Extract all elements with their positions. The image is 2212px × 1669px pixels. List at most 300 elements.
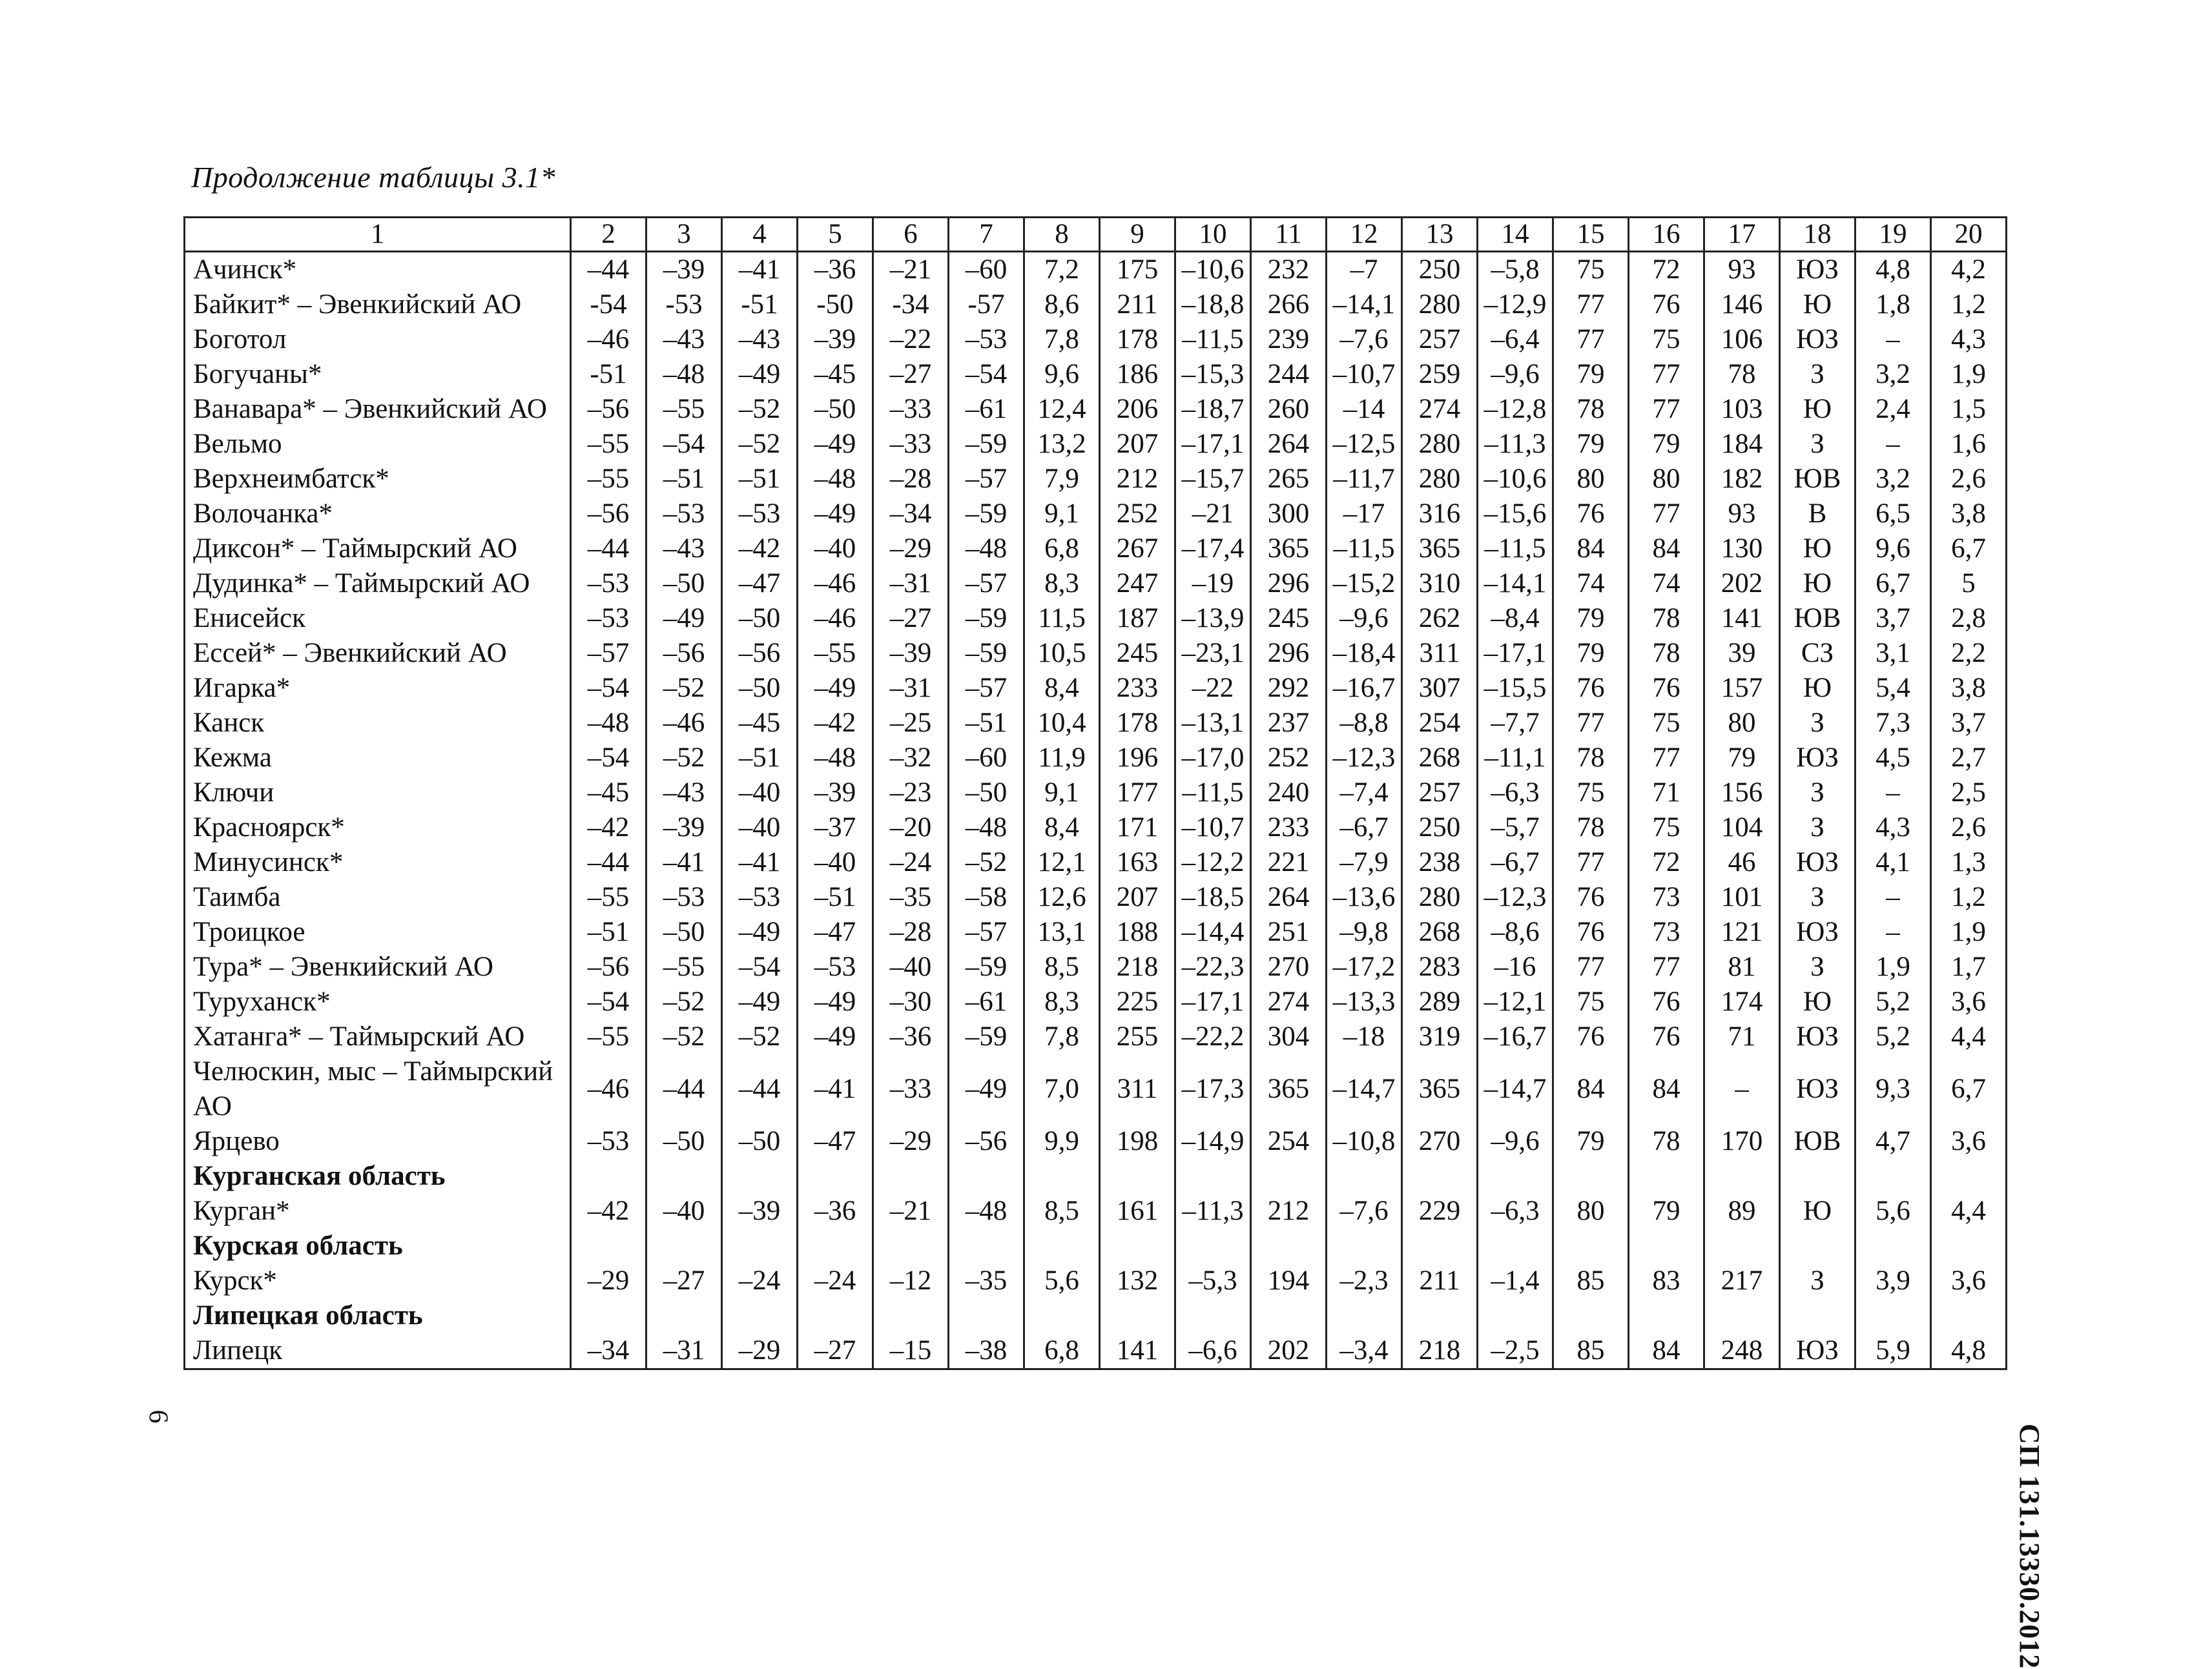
station-name: Красноярск*: [185, 810, 571, 845]
value-cell: –29: [873, 1124, 949, 1159]
value-cell: –12,1: [1478, 985, 1553, 1019]
region-name: Курганская область: [185, 1159, 571, 1194]
empty-cell: [949, 1159, 1024, 1194]
value-cell: –15,2: [1327, 566, 1402, 601]
empty-cell: [1931, 1298, 2007, 1333]
value-cell: –12,2: [1175, 845, 1251, 880]
empty-cell: [1175, 1159, 1251, 1194]
station-name: Дудинка* – Таймырский АО: [185, 566, 571, 601]
value-cell: Ю: [1780, 566, 1855, 601]
value-cell: 76: [1553, 1019, 1629, 1054]
column-number-header: 9: [1100, 218, 1175, 252]
table-row: [185, 810, 2007, 845]
value-cell: –56: [722, 636, 798, 671]
value-cell: –: [1855, 880, 1931, 915]
value-cell: –59: [949, 636, 1024, 671]
value-cell: 270: [1251, 950, 1327, 985]
value-cell: 85: [1553, 1264, 1629, 1298]
value-cell: Ю: [1780, 985, 1855, 1019]
value-cell: 4,1: [1855, 845, 1931, 880]
value-cell: –2,3: [1327, 1264, 1402, 1298]
value-cell: 4,8: [1855, 252, 1931, 288]
value-cell: –10,7: [1327, 357, 1402, 392]
value-cell: 79: [1553, 427, 1629, 462]
value-cell: –6,7: [1478, 845, 1553, 880]
value-cell: –14,4: [1175, 915, 1251, 950]
empty-cell: [1780, 1159, 1855, 1194]
value-cell: 225: [1100, 985, 1175, 1019]
column-number-header: 1: [185, 218, 571, 252]
value-cell: 7,3: [1855, 706, 1931, 741]
value-cell: 10,5: [1024, 636, 1100, 671]
value-cell: Ю: [1780, 671, 1855, 706]
value-cell: –12,3: [1478, 880, 1553, 915]
value-cell: 78: [1553, 741, 1629, 775]
value-cell: 296: [1251, 566, 1327, 601]
value-cell: –7,4: [1327, 775, 1402, 810]
value-cell: 221: [1251, 845, 1327, 880]
station-name: Курск*: [185, 1264, 571, 1298]
column-number-header: 20: [1931, 218, 2007, 252]
value-cell: 84: [1629, 531, 1704, 566]
value-cell: –56: [571, 950, 646, 985]
station-name: Боготол: [185, 322, 571, 357]
value-cell: 85: [1553, 1333, 1629, 1369]
value-cell: 93: [1704, 252, 1780, 288]
value-cell: –53: [571, 1124, 646, 1159]
station-name: Ванавара* – Эвенкийский АО: [185, 392, 571, 427]
value-cell: –16,7: [1478, 1019, 1553, 1054]
value-cell: –46: [798, 566, 873, 601]
value-cell: –10,8: [1327, 1124, 1402, 1159]
value-cell: –34: [873, 497, 949, 531]
value-cell: –39: [646, 810, 722, 845]
value-cell: 76: [1629, 985, 1704, 1019]
value-cell: –57: [949, 462, 1024, 497]
value-cell: ЮЗ: [1780, 1333, 1855, 1369]
value-cell: –31: [873, 566, 949, 601]
value-cell: –52: [646, 671, 722, 706]
value-cell: 12,4: [1024, 392, 1100, 427]
value-cell: 74: [1553, 566, 1629, 601]
value-cell: Ю: [1780, 287, 1855, 322]
value-cell: 78: [1629, 1124, 1704, 1159]
value-cell: –28: [873, 915, 949, 950]
empty-cell: [1100, 1298, 1175, 1333]
value-cell: 77: [1629, 741, 1704, 775]
value-cell: 77: [1629, 497, 1704, 531]
value-cell: –36: [798, 252, 873, 288]
value-cell: –40: [798, 845, 873, 880]
value-cell: –54: [646, 427, 722, 462]
value-cell: 2,5: [1931, 775, 2007, 810]
value-cell: –44: [571, 531, 646, 566]
value-cell: З: [1780, 775, 1855, 810]
value-cell: –54: [949, 357, 1024, 392]
value-cell: –23,1: [1175, 636, 1251, 671]
station-name: Ессей* – Эвенкийский АО: [185, 636, 571, 671]
empty-cell: [1629, 1298, 1704, 1333]
value-cell: –51: [722, 741, 798, 775]
value-cell: 211: [1100, 287, 1175, 322]
value-cell: –58: [949, 880, 1024, 915]
value-cell: –18: [1327, 1019, 1402, 1054]
value-cell: 4,3: [1855, 810, 1931, 845]
value-cell: 11,9: [1024, 741, 1100, 775]
value-cell: –44: [722, 1054, 798, 1124]
value-cell: –9,8: [1327, 915, 1402, 950]
value-cell: З: [1780, 706, 1855, 741]
value-cell: –56: [571, 392, 646, 427]
empty-cell: [1553, 1298, 1629, 1333]
value-cell: –45: [722, 706, 798, 741]
value-cell: –55: [571, 462, 646, 497]
value-cell: –59: [949, 497, 1024, 531]
value-cell: –54: [571, 985, 646, 1019]
value-cell: 9,9: [1024, 1124, 1100, 1159]
table-row: [185, 880, 2007, 915]
value-cell: –15,5: [1478, 671, 1553, 706]
value-cell: –21: [1175, 497, 1251, 531]
value-cell: 311: [1100, 1054, 1175, 1124]
value-cell: –21: [873, 252, 949, 288]
value-cell: 77: [1553, 287, 1629, 322]
value-cell: –14,7: [1478, 1054, 1553, 1124]
value-cell: –52: [646, 741, 722, 775]
value-cell: –14: [1327, 392, 1402, 427]
value-cell: 274: [1402, 392, 1478, 427]
value-cell: 2,6: [1931, 462, 2007, 497]
value-cell: 157: [1704, 671, 1780, 706]
value-cell: 2,7: [1931, 741, 2007, 775]
value-cell: З: [1780, 427, 1855, 462]
table-row: [185, 462, 2007, 497]
value-cell: –31: [873, 671, 949, 706]
value-cell: 76: [1553, 915, 1629, 950]
value-cell: 79: [1553, 601, 1629, 636]
value-cell: –42: [571, 810, 646, 845]
value-cell: –53: [571, 566, 646, 601]
value-cell: 78: [1553, 392, 1629, 427]
value-cell: 206: [1100, 392, 1175, 427]
value-cell: 1,9: [1931, 357, 2007, 392]
value-cell: 76: [1553, 497, 1629, 531]
value-cell: 2,2: [1931, 636, 2007, 671]
value-cell: 7,8: [1024, 322, 1100, 357]
value-cell: –54: [571, 671, 646, 706]
value-cell: 260: [1251, 392, 1327, 427]
table-row: [185, 357, 2007, 392]
table-row: [185, 287, 2007, 322]
value-cell: 79: [1553, 1124, 1629, 1159]
value-cell: 274: [1251, 985, 1327, 1019]
value-cell: 3,8: [1931, 671, 2007, 706]
value-cell: 6,7: [1931, 531, 2007, 566]
value-cell: ЮЗ: [1780, 741, 1855, 775]
value-cell: –48: [798, 741, 873, 775]
value-cell: –14,1: [1327, 287, 1402, 322]
table-row: [185, 1054, 2007, 1124]
value-cell: –54: [722, 950, 798, 985]
value-cell: –11,1: [1478, 741, 1553, 775]
empty-cell: [646, 1298, 722, 1333]
value-cell: 233: [1100, 671, 1175, 706]
value-cell: 245: [1100, 636, 1175, 671]
value-cell: –11,5: [1478, 531, 1553, 566]
value-cell: –5,3: [1175, 1264, 1251, 1298]
empty-cell: [1024, 1229, 1100, 1264]
value-cell: 175: [1100, 252, 1175, 288]
empty-cell: [1327, 1229, 1402, 1264]
value-cell: –36: [873, 1019, 949, 1054]
value-cell: 289: [1402, 985, 1478, 1019]
value-cell: –49: [798, 985, 873, 1019]
value-cell: –15,3: [1175, 357, 1251, 392]
value-cell: –43: [646, 531, 722, 566]
value-cell: –44: [646, 1054, 722, 1124]
value-cell: 255: [1100, 1019, 1175, 1054]
value-cell: СЗ: [1780, 636, 1855, 671]
value-cell: 1,8: [1855, 287, 1931, 322]
value-cell: –8,6: [1478, 915, 1553, 950]
value-cell: В: [1780, 497, 1855, 531]
value-cell: –6,7: [1327, 810, 1402, 845]
value-cell: 1,7: [1931, 950, 2007, 985]
value-cell: 250: [1402, 252, 1478, 288]
column-number-header: 3: [646, 218, 722, 252]
value-cell: 4,3: [1931, 322, 2007, 357]
value-cell: –48: [798, 462, 873, 497]
value-cell: 5,2: [1855, 1019, 1931, 1054]
value-cell: 4,8: [1931, 1333, 2007, 1369]
value-cell: 77: [1629, 357, 1704, 392]
value-cell: –48: [949, 1194, 1024, 1229]
value-cell: 75: [1553, 252, 1629, 288]
column-number-header: 15: [1553, 218, 1629, 252]
value-cell: 76: [1553, 880, 1629, 915]
value-cell: 264: [1251, 880, 1327, 915]
value-cell: –48: [646, 357, 722, 392]
value-cell: 187: [1100, 601, 1175, 636]
value-cell: –9,6: [1478, 1124, 1553, 1159]
value-cell: 2,4: [1855, 392, 1931, 427]
empty-cell: [1931, 1159, 2007, 1194]
value-cell: 5,2: [1855, 985, 1931, 1019]
value-cell: 79: [1553, 357, 1629, 392]
value-cell: 76: [1629, 287, 1704, 322]
value-cell: 262: [1402, 601, 1478, 636]
value-cell: 178: [1100, 706, 1175, 741]
value-cell: –38: [949, 1333, 1024, 1369]
empty-cell: [1780, 1298, 1855, 1333]
value-cell: –6,4: [1478, 322, 1553, 357]
value-cell: –45: [798, 357, 873, 392]
value-cell: –18,8: [1175, 287, 1251, 322]
value-cell: –27: [646, 1264, 722, 1298]
value-cell: –8,8: [1327, 706, 1402, 741]
value-cell: –39: [646, 252, 722, 288]
station-name: Минусинск*: [185, 845, 571, 880]
value-cell: –46: [571, 1054, 646, 1124]
station-name: Волочанка*: [185, 497, 571, 531]
region-row: [185, 1298, 2007, 1333]
page-number: 6: [143, 1409, 173, 1424]
table-row: [185, 566, 2007, 601]
value-cell: 146: [1704, 287, 1780, 322]
value-cell: –9,6: [1327, 601, 1402, 636]
value-cell: –20: [873, 810, 949, 845]
empty-cell: [722, 1229, 798, 1264]
value-cell: –17,4: [1175, 531, 1251, 566]
value-cell: –39: [722, 1194, 798, 1229]
value-cell: 186: [1100, 357, 1175, 392]
value-cell: 79: [1553, 636, 1629, 671]
value-cell: 198: [1100, 1124, 1175, 1159]
value-cell: –10,7: [1175, 810, 1251, 845]
value-cell: 9,6: [1855, 531, 1931, 566]
column-number-header: 14: [1478, 218, 1553, 252]
value-cell: 39: [1704, 636, 1780, 671]
value-cell: 84: [1553, 531, 1629, 566]
value-cell: –50: [722, 601, 798, 636]
header-row: [185, 218, 2007, 252]
value-cell: –7,6: [1327, 1194, 1402, 1229]
value-cell: 13,1: [1024, 915, 1100, 950]
value-cell: –53: [646, 497, 722, 531]
empty-cell: [798, 1159, 873, 1194]
value-cell: –55: [571, 880, 646, 915]
value-cell: –6,6: [1175, 1333, 1251, 1369]
empty-cell: [1855, 1159, 1931, 1194]
value-cell: –24: [873, 845, 949, 880]
value-cell: –43: [646, 775, 722, 810]
value-cell: 304: [1251, 1019, 1327, 1054]
value-cell: ЮВ: [1780, 462, 1855, 497]
value-cell: 84: [1629, 1333, 1704, 1369]
value-cell: –2,5: [1478, 1333, 1553, 1369]
value-cell: 103: [1704, 392, 1780, 427]
column-number-header: 18: [1780, 218, 1855, 252]
value-cell: 217: [1704, 1264, 1780, 1298]
station-name: Байкит* – Эвенкийский АО: [185, 287, 571, 322]
value-cell: –39: [798, 775, 873, 810]
value-cell: –: [1704, 1054, 1780, 1124]
station-name: Ачинск*: [185, 252, 571, 288]
value-cell: –18,4: [1327, 636, 1402, 671]
value-cell: 93: [1704, 497, 1780, 531]
value-cell: 268: [1402, 741, 1478, 775]
value-cell: 9,6: [1024, 357, 1100, 392]
value-cell: -57: [949, 287, 1024, 322]
station-name: Енисейск: [185, 601, 571, 636]
value-cell: 6,7: [1931, 1054, 2007, 1124]
value-cell: –45: [571, 775, 646, 810]
value-cell: 2,6: [1931, 810, 2007, 845]
value-cell: ЮВ: [1780, 1124, 1855, 1159]
table-row: [185, 775, 2007, 810]
value-cell: –35: [949, 1264, 1024, 1298]
value-cell: –7,9: [1327, 845, 1402, 880]
value-cell: 78: [1704, 357, 1780, 392]
value-cell: 233: [1251, 810, 1327, 845]
value-cell: –53: [949, 322, 1024, 357]
value-cell: –11,5: [1175, 775, 1251, 810]
value-cell: –49: [798, 1019, 873, 1054]
value-cell: –42: [571, 1194, 646, 1229]
value-cell: 280: [1402, 462, 1478, 497]
value-cell: 257: [1402, 322, 1478, 357]
value-cell: –: [1855, 427, 1931, 462]
value-cell: –52: [722, 427, 798, 462]
value-cell: –59: [949, 950, 1024, 985]
value-cell: –15,6: [1478, 497, 1553, 531]
value-cell: 311: [1402, 636, 1478, 671]
value-cell: –57: [949, 671, 1024, 706]
empty-cell: [1100, 1229, 1175, 1264]
value-cell: 4,4: [1931, 1019, 2007, 1054]
empty-cell: [646, 1159, 722, 1194]
value-cell: –16: [1478, 950, 1553, 985]
value-cell: 252: [1100, 497, 1175, 531]
value-cell: –: [1855, 322, 1931, 357]
value-cell: –51: [798, 880, 873, 915]
empty-cell: [1402, 1159, 1478, 1194]
table-caption: Продолжение таблицы 3.1*: [191, 161, 556, 194]
station-name: Игарка*: [185, 671, 571, 706]
value-cell: –61: [949, 392, 1024, 427]
value-cell: –29: [571, 1264, 646, 1298]
value-cell: 266: [1251, 287, 1327, 322]
column-number-header: 8: [1024, 218, 1100, 252]
station-name: Богучаны*: [185, 357, 571, 392]
value-cell: 244: [1251, 357, 1327, 392]
empty-cell: [1251, 1159, 1327, 1194]
value-cell: –33: [873, 1054, 949, 1124]
empty-cell: [1402, 1298, 1478, 1333]
value-cell: -51: [571, 357, 646, 392]
value-cell: ЮЗ: [1780, 1054, 1855, 1124]
value-cell: 5,4: [1855, 671, 1931, 706]
value-cell: 11,5: [1024, 601, 1100, 636]
value-cell: 79: [1704, 741, 1780, 775]
value-cell: 8,4: [1024, 671, 1100, 706]
value-cell: 245: [1251, 601, 1327, 636]
value-cell: 3,7: [1931, 706, 2007, 741]
value-cell: –7,6: [1327, 322, 1402, 357]
value-cell: 73: [1629, 915, 1704, 950]
value-cell: 4,2: [1931, 252, 2007, 288]
value-cell: –52: [722, 392, 798, 427]
table-row: [185, 1333, 2007, 1369]
column-number-header: 6: [873, 218, 949, 252]
value-cell: –51: [646, 462, 722, 497]
value-cell: –49: [798, 671, 873, 706]
column-number-header: 2: [571, 218, 646, 252]
value-cell: 141: [1100, 1333, 1175, 1369]
value-cell: –17,1: [1478, 636, 1553, 671]
value-cell: 121: [1704, 915, 1780, 950]
value-cell: –12,9: [1478, 287, 1553, 322]
value-cell: 202: [1704, 566, 1780, 601]
value-cell: 207: [1100, 880, 1175, 915]
table-row: [185, 741, 2007, 775]
value-cell: –41: [722, 845, 798, 880]
value-cell: З: [1780, 357, 1855, 392]
value-cell: 156: [1704, 775, 1780, 810]
value-cell: 365: [1402, 1054, 1478, 1124]
empty-cell: [1629, 1159, 1704, 1194]
value-cell: 207: [1100, 427, 1175, 462]
